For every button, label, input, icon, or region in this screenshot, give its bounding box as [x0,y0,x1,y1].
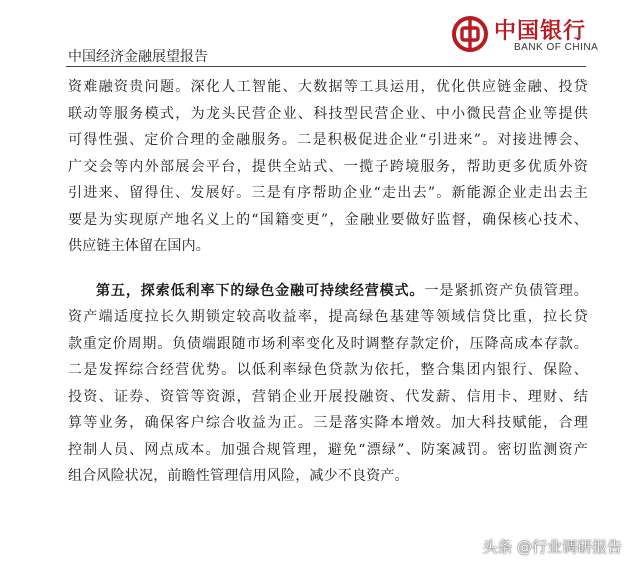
paragraph-2-line: 款重定价周期。负债端跟随市场利率变化及时调整存款定价，压降高成本存款。 [68,335,588,352]
paragraph-1 [68,74,588,260]
bank-of-china-logo-icon [452,16,488,52]
paragraph-2-line: 资产端适度拉长久期锁定较高收益率，提高绿色基建等领域信贷比重，拉长贷 [68,309,588,325]
paragraph-1-line: 资难融资贵问题。深化人工智能、大数据等工具运用，优化供应链金融、投贷 [68,79,588,95]
logo-english-name: BANK OF CHINA [514,42,599,53]
paragraph-gap [68,260,588,278]
paragraph-2-line: 投资、证券、资管等资源，营销企业开展投融资、代发薪、信用卡、理财、结 [68,388,588,405]
paragraph-1-line: 可得性强、定价合理的金融服务。二是积极促进企业“引进来”。对接进博会、 [68,132,588,148]
paragraph-2-line: 控制人员、网点成本。加强合规管理，避免“漂绿”、防案减罚。密切监测资产 [68,441,588,458]
header-divider [66,66,586,67]
paragraph-2-lead-text: 一是紧抓资产负债管理。 [424,282,588,299]
document-body [68,74,588,490]
source-watermark: 头条 @行业调研报告 [482,538,622,556]
bank-logo [452,14,599,62]
paragraph-1-line: 供应链主体留在国内。 [68,238,210,254]
paragraph-2-line: 组合风险状况，前瞻性管理信用风险，减少不良资产。 [68,468,409,484]
report-title: 中国经济金融展望报告 [68,49,208,65]
logo-chinese-name: 中国银行 [494,18,587,44]
paragraph-1-line: 广交会等内外部展会平台，提供全站式、一揽子跨境服务，帮助更多优质外资 [68,158,588,175]
paragraph-1-line: 引进来、留得住、发展好。三是有序帮助企业“走出去”。新能源企业走出去主 [68,185,588,201]
paragraph-2-line: 算等业务，确保客户综合收益为正。三是落实降本增效。加大科技赋能，合理 [68,415,588,431]
page-header [0,0,640,66]
section-heading: 第五，探索低利率下的绿色金融可持续经营模式。 [96,282,425,299]
paragraph-2-first-line [68,278,588,305]
paragraph-1-line: 联动等服务模式，为龙头民营企业、科技型民营企业、中小微民营企业等提供 [68,105,588,122]
paragraph-2-line: 二是发挥综合经营优势。以低利率绿色贷款为依托，整合集团内银行、保险、 [68,362,588,378]
paragraph-1-line: 要是为实现原产地名义上的“国籍变更”，金融业要做好监督，确保核心技术、 [68,211,588,228]
paragraph-2 [68,278,588,490]
